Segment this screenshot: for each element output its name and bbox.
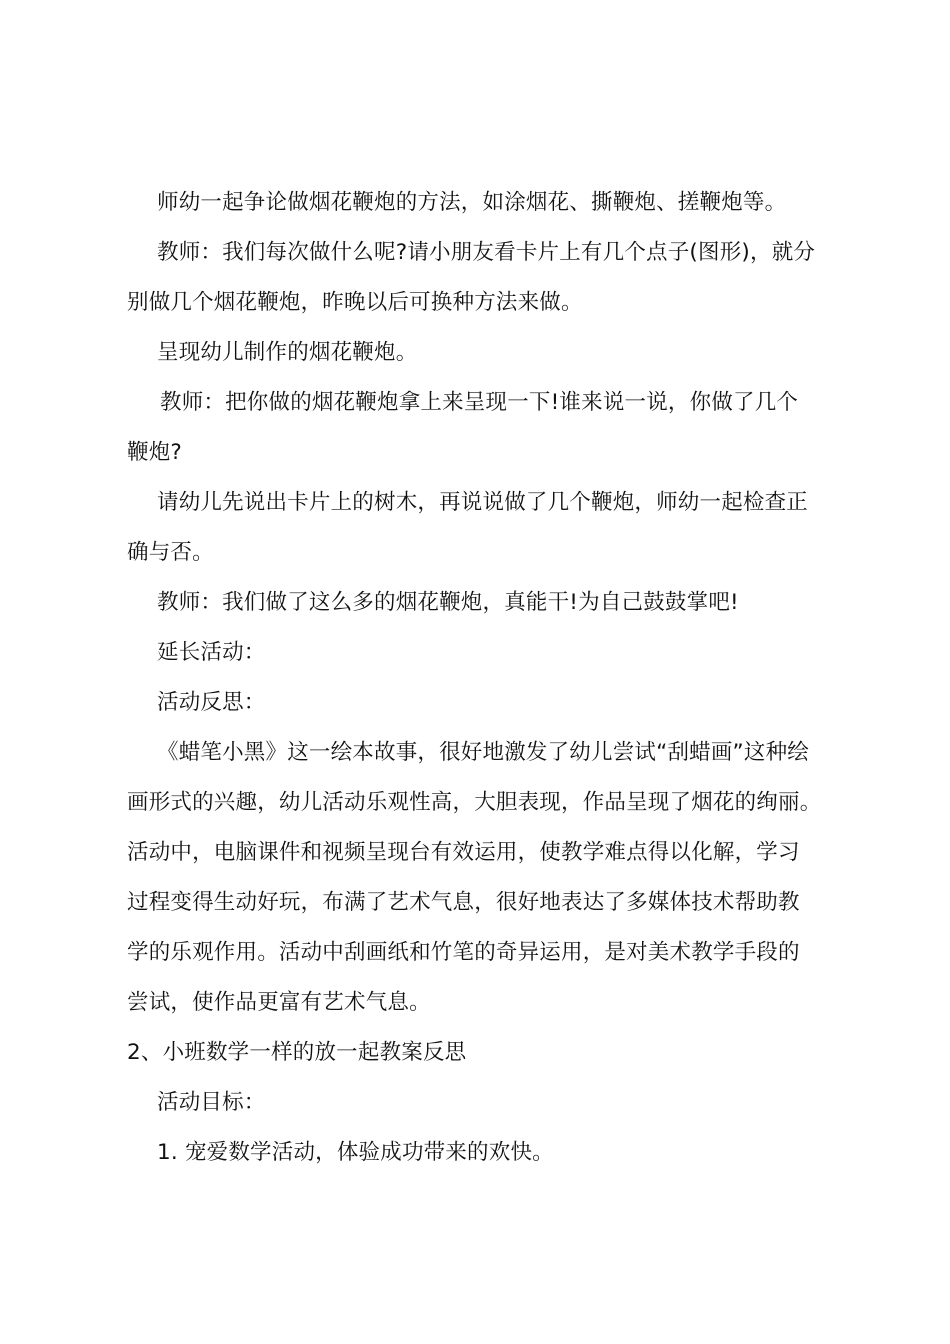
- paragraph-line: 鞭炮?: [127, 440, 183, 465]
- section-heading: 延长活动：: [157, 640, 266, 665]
- section-heading: 活动反思：: [157, 690, 266, 715]
- paragraph-line: 学的乐观作用。活动中刮画纸和竹笔的奇异运用，是对美术教学手段的: [127, 940, 800, 965]
- paragraph-line: 教师：我们每次做什么呢?请小朋友看卡片上有几个点子(图形)，就分: [157, 240, 816, 265]
- paragraph-line: 别做几个烟花鞭炮，昨晚以后可换种方法来做。: [127, 290, 583, 315]
- paragraph-line: 教师：把你做的烟花鞭炮拿上来呈现一下!谁来说一说，你做了几个: [160, 390, 799, 415]
- paragraph-line: 活动中，电脑课件和视频呈现台有效运用，使教学难点得以化解，学习: [127, 840, 800, 865]
- paragraph-line: 过程变得生动好玩，布满了艺术气息，很好地表达了多媒体技术帮助教: [127, 890, 800, 915]
- paragraph-line: 呈现幼儿制作的烟花鞭炮。: [157, 340, 418, 365]
- paragraph-line: 尝试，使作品更富有艺术气息。: [127, 990, 431, 1015]
- paragraph-line: 请幼儿先说出卡片上的树木，再说说做了几个鞭炮，师幼一起检查正: [157, 490, 809, 515]
- section-heading: 活动目标：: [157, 1090, 266, 1115]
- paragraph-line: 画形式的兴趣，幼儿活动乐观性高，大胆表现，作品呈现了烟花的绚丽。: [127, 790, 822, 815]
- paragraph-line: 《蜡笔小黑》这一绘本故事，很好地激发了幼儿尝试“刮蜡画”这种绘: [157, 740, 809, 765]
- section-title: 2、小班数学一样的放一起教案反思: [127, 1040, 467, 1065]
- paragraph-line: 确与否。: [127, 540, 214, 565]
- paragraph-line: 教师：我们做了这么多的烟花鞭炮，真能干!为自己鼓鼓掌吧!: [157, 590, 739, 615]
- list-item: 1. 宠爱数学活动，体验成功带来的欢快。: [157, 1140, 554, 1165]
- paragraph-line: 师幼一起争论做烟花鞭炮的方法，如涂烟花、撕鞭炮、搓鞭炮等。: [157, 190, 787, 215]
